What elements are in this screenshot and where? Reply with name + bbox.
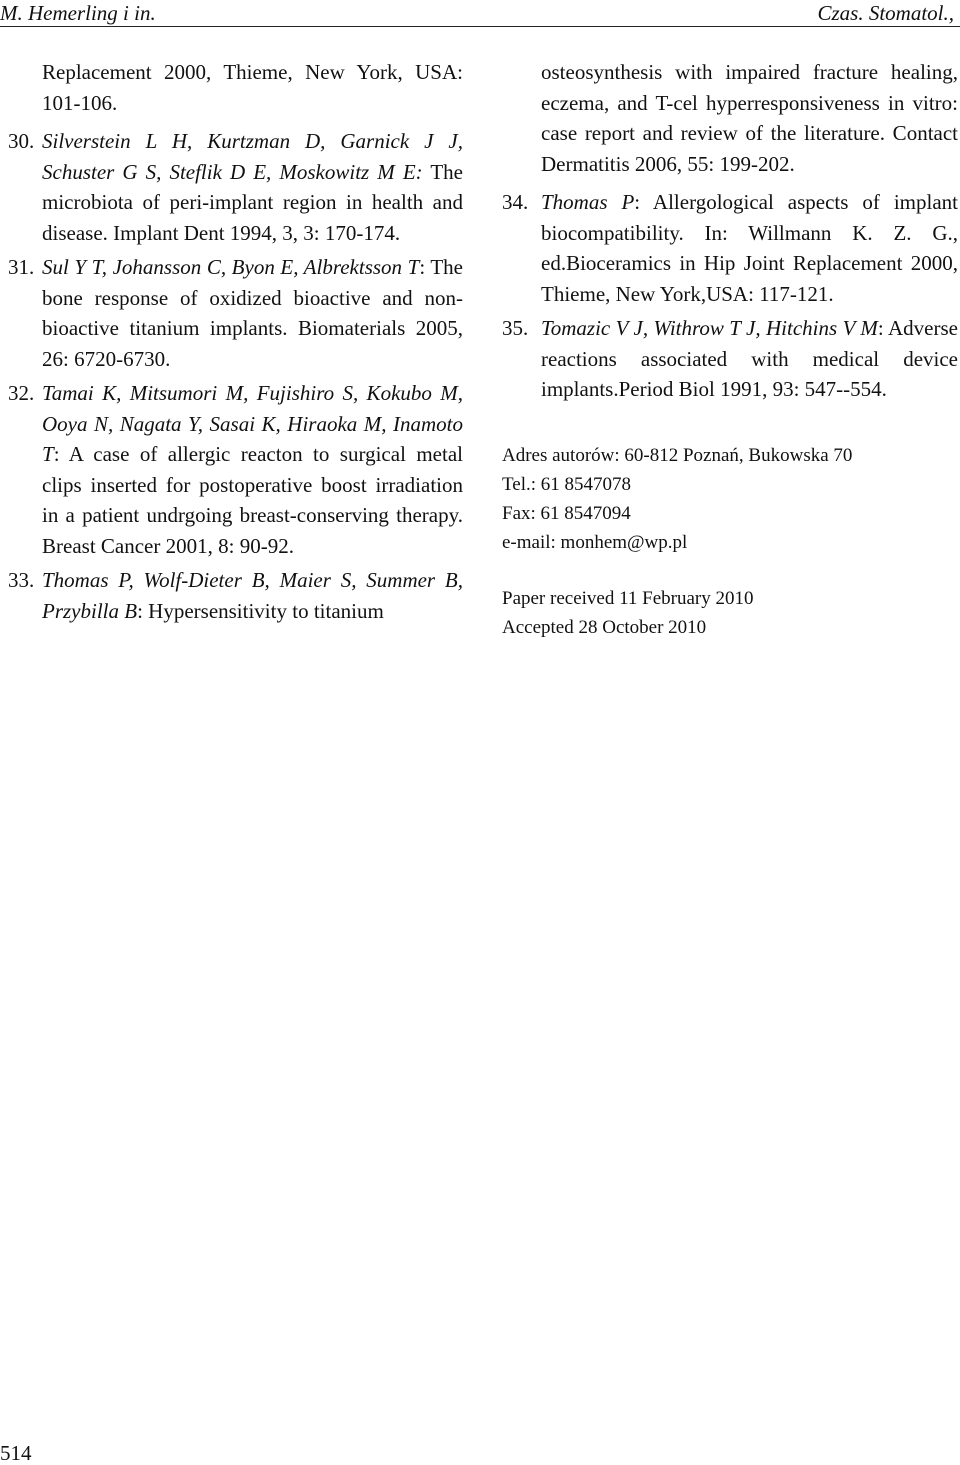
reference-text: : The bone response of oxidized bioactive and non-bioactive titanium implants. Biomaterials 2005, 26: 6720-6730. xyxy=(42,255,463,371)
phone-line: Tel.: 61 8547078 xyxy=(502,473,632,495)
author-address xyxy=(502,441,958,557)
reference-number: 31. xyxy=(8,255,35,279)
running-header xyxy=(0,0,960,27)
header-authors: M. Hemerling i in. xyxy=(0,1,156,25)
right-column xyxy=(502,57,958,642)
reference-text: : Adverse reactions associated with medical device implants.Period Biol 1991, 93: 547--554. xyxy=(541,316,958,401)
left-column xyxy=(8,57,463,630)
reference-authors: Thomas P xyxy=(541,190,635,214)
accepted-line: Accepted 28 October 2010 xyxy=(502,616,707,638)
fax-line: Fax: 61 8547094 xyxy=(502,502,631,524)
continuation-text: Replacement 2000, Thieme, New York, USA: 101-106. xyxy=(42,60,463,115)
page-number: 514 xyxy=(0,1441,32,1465)
reference-text: : A case of allergic reacton to surgical metal clips inserted for postoperative boost irradiation in a patient undrgoing breast-conserving therapy. Breast Cancer 2001, 8: 90-92. xyxy=(42,442,463,558)
header-rule xyxy=(0,26,960,27)
reference-text: : Hypersensitivity to titanium xyxy=(137,598,384,623)
reference-number: 34. xyxy=(502,190,529,214)
received-line: Paper received 11 February 2010 xyxy=(502,587,754,609)
reference-34 xyxy=(502,187,958,309)
reference-number: 35. xyxy=(502,316,529,340)
reference-authors: Tomazic V J, Withrow T J, Hitchins V M xyxy=(541,316,878,340)
reference-text: The microbiota of peri-implant region in health and disease. Implant Dent 1994, 3, 3: 170-174. xyxy=(42,159,463,245)
reference-33 xyxy=(8,565,463,626)
received-dates xyxy=(502,584,958,642)
reference-number: 30. xyxy=(8,129,35,153)
reference-authors: Sul Y T, Johansson C, Byon E, Albrektsson T xyxy=(42,255,420,279)
reference-continuation xyxy=(502,57,958,179)
reference-continuation xyxy=(8,57,463,118)
email-line: e-mail: monhem@wp.pl xyxy=(502,531,688,553)
address-line: Adres autorów: 60-812 Poznań, Bukowska 70 xyxy=(502,444,853,466)
reference-authors: Tamai K, Mitsumori M, Fujishiro S, Kokubo M, Ooya N, Nagata Y, Sasai K, Hiraoka M, Inamoto T xyxy=(42,381,463,466)
continuation-text: osteosynthesis with impaired fracture healing, eczema, and T-cel hyperresponsiveness in vitro: case report and review of the literature. Contact Dermatitis 2006, 55: 199-202. xyxy=(541,60,958,176)
reference-authors: Thomas P, Wolf-Dieter B, Maier S, Summer B, Przybilla B xyxy=(42,568,463,623)
reference-authors: Silverstein L H, Kurtzman D, Garnick J J, Schuster G S, Steflik D E, Moskowitz M E: xyxy=(42,129,463,184)
reference-number: 33. xyxy=(8,568,35,592)
reference-text: : Allergological aspects of implant biocompatibility. In: Willmann K. Z. G., ed.Bioceramics in Hip Joint Replacement 2000, Thieme, New York,USA: 117-121. xyxy=(541,190,958,306)
reference-31 xyxy=(8,252,463,374)
reference-30 xyxy=(8,126,463,248)
reference-number: 32. xyxy=(8,381,35,405)
reference-35 xyxy=(502,313,958,405)
header-journal: Czas. Stomatol., xyxy=(817,1,954,25)
reference-32 xyxy=(8,378,463,561)
